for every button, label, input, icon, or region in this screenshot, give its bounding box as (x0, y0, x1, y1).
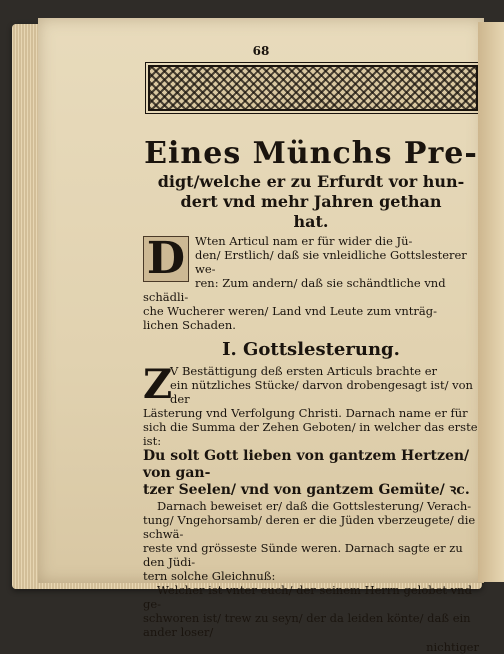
emphasis-line: tzer Seelen/ vnd von gantzem Gemüte/ ꝛc. (143, 482, 470, 498)
intro-paragraph (143, 234, 479, 332)
emphasis-line: Du solt Gott lieben von gantzem Hertzen/ von gan- (143, 448, 470, 481)
title-block (143, 136, 479, 232)
section-heading: I. Gottslesterung. (222, 339, 400, 360)
body-text (143, 234, 479, 654)
section-initial: Z (143, 361, 173, 408)
ornamental-headpiece (148, 65, 478, 111)
opposite-page-edge (478, 22, 504, 582)
decorated-initial: D (143, 236, 189, 282)
text-line: tern solche Gleichnuß: (143, 569, 276, 583)
title-line: digt/welche er zu Erfurdt vor hun- (157, 172, 465, 191)
title-line: hat. (293, 212, 329, 231)
text-line: Darnach beweiset er/ daß die Gottslesterung/ Verach- (157, 499, 472, 513)
text-line: ren: Zum andern/ daß sie schändtliche vnd schädli- (143, 276, 446, 304)
title-line: dert vnd mehr Jahren gethan (180, 192, 442, 211)
text-line: Wten Articul nam er für wider die Jü- (195, 234, 413, 248)
text-line: schworen ist/ trew zu seyn/ der da leiden könte/ daß ein ander loser/ (143, 611, 471, 639)
text-line: V Bestättigung deß ersten Articuls brachte er (170, 364, 438, 378)
text-line: reste vnd grösseste Sünde weren. Darnach sagte er zu den Jüdi- (143, 541, 463, 569)
book-page (38, 18, 484, 654)
text-line: den/ Erstlich/ daß sie vnleidliche Gottslesterer we- (195, 248, 467, 276)
text-line: che Wucherer weren/ Land vnd Leute zum vnträg- (143, 304, 437, 318)
text-line: ein nützliches Stücke/ darvon drobengesagt ist/ von der (170, 378, 473, 406)
section-paragraph (143, 361, 479, 654)
catchword: nichtiger (426, 640, 479, 654)
text-line: sich die Summa der Zehen Geboten/ in welcher das erste ist: (143, 420, 478, 448)
page-number: 68 (252, 44, 270, 58)
text-line: Welcher ist vnter euch/ der seinem Herrn gelobet vnd ge- (143, 583, 472, 611)
text-line: lichen Schaden. (143, 318, 236, 332)
title-large: Eines Münchs Pre- (144, 136, 478, 171)
text-line: Lästerung vnd Verfolgung Christi. Darnach name er für (143, 406, 468, 420)
text-line: tung/ Vngehorsamb/ deren er die Jüden vberzeugete/ die schwä- (143, 513, 476, 541)
